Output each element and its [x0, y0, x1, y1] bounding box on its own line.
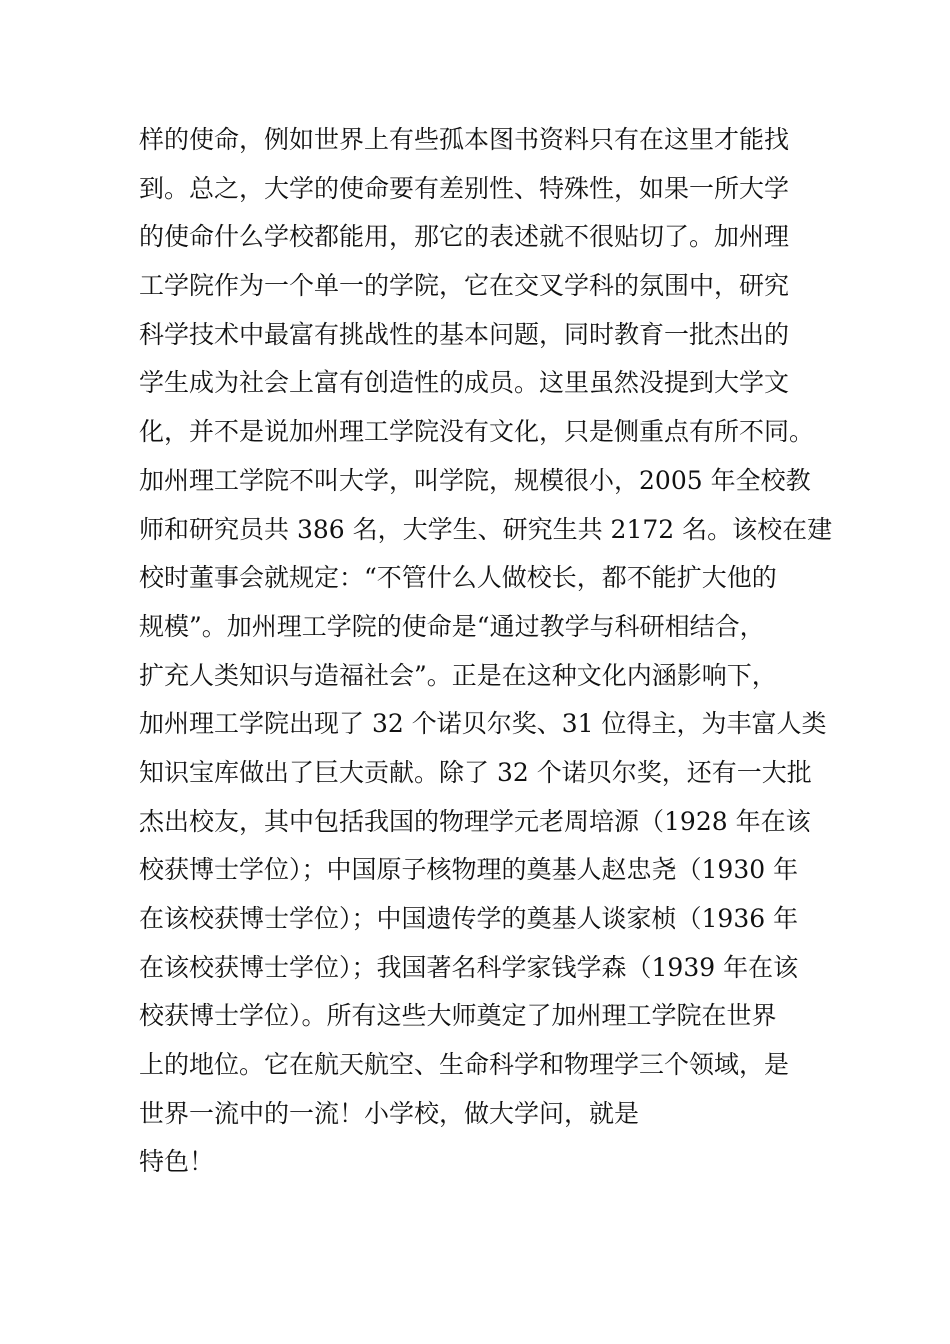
text-line: 在该校获博士学位）；中国遗传学的奠基人谈家桢（1936 年: [139, 904, 799, 933]
text-line: 世界一流中的一流！小学校，做大学问，就是: [139, 1098, 640, 1128]
text-line: 校时董事会就规定：“不管什么人做校长，都不能扩大他的: [139, 563, 777, 593]
text-line: 工学院作为一个单一的学院，它在交叉学科的氛围中，研究: [139, 271, 790, 301]
text-line: 科学技术中最富有挑战性的基本问题，同时教育一批杰出的: [139, 319, 790, 349]
text-line: 学生成为社会上富有创造性的成员。这里虽然没提到大学文: [139, 368, 790, 398]
text-line: 加州理工学院不叫大学，叫学院，规模很小，2005 年全校教: [139, 465, 811, 495]
text-line: 师和研究员共 386 名，大学生、研究生共 2172 名。该校在建: [139, 514, 833, 544]
body-paragraph: [139, 116, 839, 1187]
text-line: 样的使命，例如世界上有些孤本图书资料只有在这里才能找: [139, 125, 790, 154]
text-line: 在该校获博士学位）；我国著名科学家钱学森（1939 年在该: [139, 952, 799, 982]
text-line: 知识宝库做出了巨大贡献。除了 32 个诺贝尔奖，还有一大批: [139, 757, 812, 787]
text-line: 校获博士学位）；中国原子核物理的奠基人赵忠尧（1930 年: [139, 855, 799, 885]
text-line: 杰出校友，其中包括我国的物理学元老周培源（1928 年在该: [139, 806, 811, 836]
text-line: 化，并不是说加州理工学院没有文化，只是侧重点有所不同。: [139, 417, 815, 447]
text-line: 扩充人类知识与造福社会”。正是在这种文化内涵影响下，: [139, 660, 777, 690]
text-line: 的使命什么学校都能用，那它的表述就不很贴切了。加州理: [139, 222, 790, 252]
text-line: 校获博士学位）。所有这些大师奠定了加州理工学院在世界: [139, 1001, 777, 1031]
text-line: 加州理工学院出现了 32 个诺贝尔奖、31 位得主，为丰富人类: [139, 709, 827, 739]
text-line: 规模”。加州理工学院的使命是“通过教学与科研相结合，: [139, 611, 765, 641]
text-line: 到。总之，大学的使命要有差别性、特殊性，如果一所大学: [139, 173, 790, 203]
text-line: 上的地位。它在航天航空、生命科学和物理学三个领域，是: [139, 1050, 790, 1080]
text-line: 特色！: [139, 1147, 215, 1177]
